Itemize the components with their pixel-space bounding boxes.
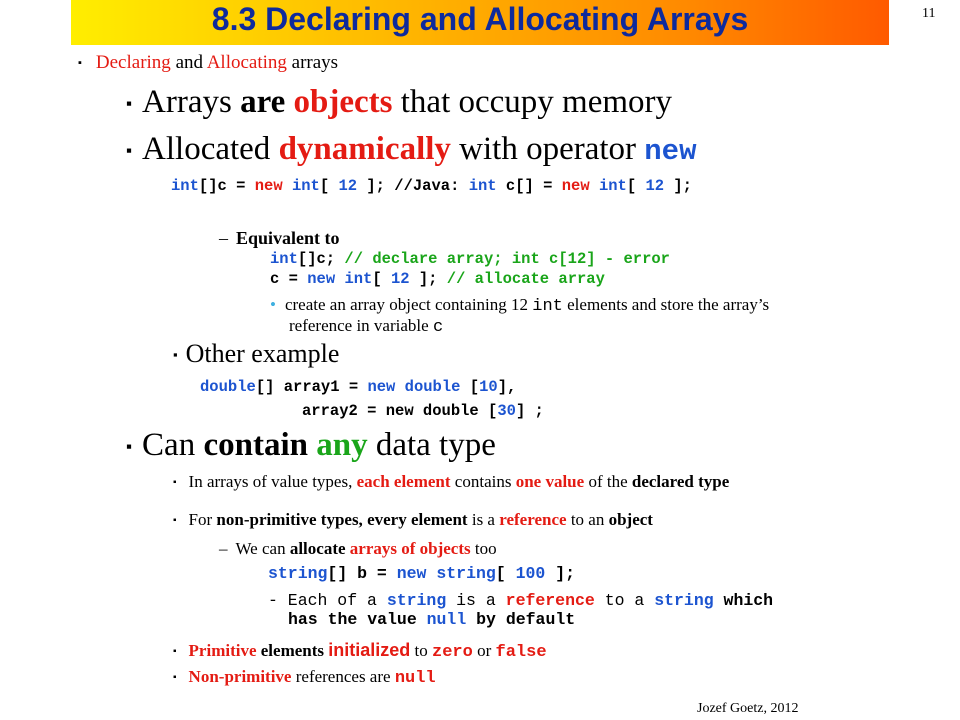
square-bullet-icon: ▪	[173, 646, 177, 657]
square-bullet-icon: ▪	[173, 515, 177, 526]
code-line-double-array1: double[] array1 = new double [10],	[200, 378, 517, 396]
square-bullet-icon: ▪	[126, 94, 133, 113]
bullet-non-primitive-types: ▪ For non-primitive types, every element is a reference to an object	[173, 510, 653, 529]
bullet-non-primitive-null: ▪ Non-primitive references are null	[173, 667, 436, 688]
code-line-declare: int[]c; // declare array; int c[12] - error	[270, 250, 670, 268]
bullet-primitive-initialized: ▪ Primitive elements initialized to zero or false	[173, 640, 547, 662]
bullet-arrays-are-objects: ▪ Arrays are objects that occupy memory	[126, 84, 673, 120]
page-number: 11	[922, 6, 936, 21]
square-bullet-icon: ▪	[173, 347, 178, 362]
bullet-other-example: ▪ Other example	[173, 339, 340, 368]
square-bullet-icon: ▪	[126, 437, 133, 456]
string-reference-note: - Each of a string is a reference to a string which	[268, 591, 774, 610]
note-create-array: • create an array object containing 12 int elements and store the array’s reference in variable c	[270, 295, 770, 337]
code-line-allocate: int[]c = new int[ 12 ]; //Java: int c[] = new int[ 12 ];	[171, 177, 692, 195]
square-bullet-icon: ▪	[126, 141, 133, 160]
slide-title-bar	[71, 0, 889, 45]
bullet-can-contain: ▪ Can contain any data type	[126, 427, 496, 463]
code-line-allocate-array: c = new int[ 12 ]; // allocate array	[270, 270, 605, 288]
bullet-declaring-allocating: ▪ Declaring and Allocating arrays	[78, 52, 339, 73]
dot-bullet-icon: •	[270, 295, 276, 314]
square-bullet-icon: ▪	[173, 672, 177, 683]
bullet-allocated-dynamically: ▪ Allocated dynamically with operator new	[126, 131, 697, 168]
bullet-value-types: ▪ In arrays of value types, each element contains one value of the declared type	[173, 472, 730, 491]
square-bullet-icon: ▪	[173, 477, 177, 488]
code-line-string-array: string[] b = new string[ 100 ];	[268, 564, 576, 583]
footer-author: Jozef Goetz, 2012	[697, 701, 799, 716]
slide-title: 8.3 Declaring and Allocating Arrays	[211, 1, 749, 37]
string-null-note: has the value null by default	[288, 610, 576, 629]
code-line-double-array2: array2 = new double [30] ;	[302, 402, 544, 420]
square-bullet-icon: ▪	[78, 57, 82, 69]
allocate-objects-line: – We can allocate arrays of objects too	[219, 539, 497, 558]
equivalent-heading: – Equivalent to	[219, 228, 340, 248]
